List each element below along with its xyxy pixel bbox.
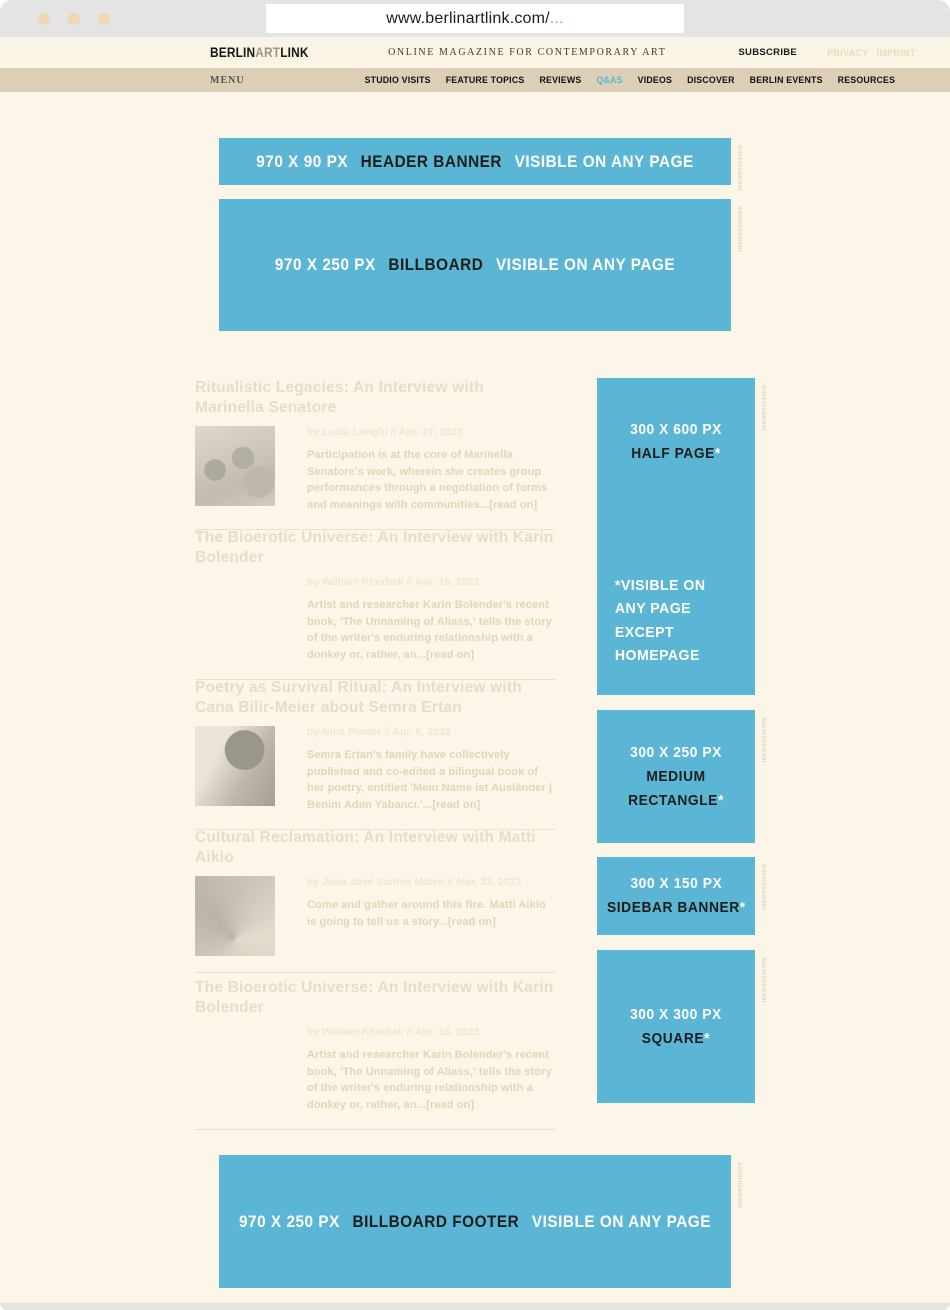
ad-slot-header-banner: [219, 138, 742, 192]
nav-item-videos[interactable]: VIDEOS: [637, 75, 673, 85]
nav-item-studio-visits[interactable]: STUDIO VISITS: [364, 75, 431, 85]
site-header: [0, 37, 950, 68]
article-divider: [195, 972, 555, 973]
site-tagline: ONLINE MAGAZINE FOR CONTEMPORARY ART: [388, 47, 667, 58]
nav-item-qas[interactable]: Q&AS: [596, 75, 623, 85]
article-title[interactable]: Cultural Reclamation: An Interview with Matti Aikio: [195, 829, 536, 867]
nav-item-feature-topics[interactable]: FEATURE TOPICS: [445, 75, 525, 85]
nav-item-berlin-events[interactable]: BERLIN EVENTS: [749, 75, 823, 85]
window-control-dot[interactable]: [68, 13, 80, 25]
subscribe-link[interactable]: SUBSCRIBE: [738, 47, 798, 58]
ad-name-label: SQUARE: [641, 1029, 705, 1047]
window-control-dot[interactable]: [98, 13, 110, 25]
privacy-link[interactable]: PRIVACY: [827, 47, 869, 58]
menu-button[interactable]: MENU: [210, 74, 245, 86]
advertisement-vertical-label: Advertisement: [736, 206, 742, 253]
ad-slot-billboard-footer: [219, 1155, 742, 1288]
article-thumbnail[interactable]: [195, 576, 275, 656]
ad-slot-sidebar-banner: [597, 857, 766, 935]
ad-name-label: SIDEBAR BANNER: [606, 899, 740, 916]
window-controls: [38, 13, 110, 25]
advertisement-vertical-label: Advertisement: [760, 385, 766, 432]
article-excerpt: Come and gather around this fire. Matti Aikio is going to tell us a story...: [307, 899, 546, 928]
article-item: [195, 378, 555, 528]
page-content: [0, 92, 950, 1303]
site-logo[interactable]: [210, 45, 309, 60]
ad-slot-billboard: [219, 199, 742, 331]
ad-name-label: BILLBOARD FOOTER: [352, 1211, 520, 1231]
article-title[interactable]: Poetry as Survival Ritual: An Interview with Cana Bilir-Meier about Semra Ertan: [195, 679, 522, 717]
logo-berlin: BERLIN: [210, 45, 256, 60]
read-on-link[interactable]: [read on]: [426, 648, 475, 661]
ad-name-label: HALF PAGE: [631, 445, 715, 462]
article-item: [195, 978, 555, 1128]
article-item: [195, 528, 555, 678]
imprint-link[interactable]: IMPRINT: [876, 47, 916, 58]
ad-note-label: VISIBLE ON ANY PAGE: [531, 1211, 712, 1231]
article-byline: by William Kherbek // Apr. 16, 2023: [307, 576, 480, 589]
advertisement-vertical-label: Advertisement: [760, 864, 766, 911]
url-text: www.berlinartlink.com/: [386, 9, 550, 27]
read-on-link[interactable]: [read on]: [447, 915, 496, 928]
article-thumbnail[interactable]: [195, 726, 275, 806]
ad-name-label: MEDIUM RECTANGLE: [628, 767, 718, 809]
article-divider: [195, 1129, 555, 1130]
menu-bar: [0, 68, 950, 92]
article-item: [195, 678, 555, 828]
advertisement-vertical-label: Advertisement: [736, 1162, 742, 1209]
article-excerpt: Semra Ertan's family have collectively published and co-edited a bilingual book of her poetry, entitled 'Mein Name ist Ausländer | Benim Adım Yabancı.'...: [307, 749, 553, 811]
article-byline: by Lucia Longhi // Apr. 27, 2023: [307, 426, 463, 439]
ad-size-label: 970 X 250 PX: [238, 1211, 340, 1231]
ad-slot-half-page: [597, 378, 766, 695]
ad-slot-medium-rectangle: [597, 710, 766, 843]
article-excerpt: Participation is at the core of Marinella Senatore's work, wherein she creates group performances through a negotiation of forms and meanings with communities...: [307, 449, 548, 511]
nav-item-reviews[interactable]: REVIEWS: [539, 75, 582, 85]
ad-asterisk: *: [717, 791, 724, 809]
logo-link: LINK: [280, 45, 309, 60]
article-list: [195, 378, 555, 1128]
ad-slot-square: [597, 950, 766, 1103]
ad-asterisk: *: [714, 445, 721, 462]
read-on-link[interactable]: [read on]: [426, 1098, 475, 1111]
ad-name-label: BILLBOARD: [388, 255, 484, 274]
article-item: [195, 828, 555, 978]
advertisement-vertical-label: Advertisement: [760, 957, 766, 1004]
ad-asterisk: *: [704, 1029, 711, 1047]
ad-footnote: *VISIBLE ON ANY PAGE EXCEPT HOMEPAGE: [614, 577, 706, 664]
browser-bottom-edge: [0, 1303, 950, 1310]
read-on-link[interactable]: [read on]: [489, 498, 538, 511]
logo-art: ART: [255, 45, 281, 60]
ad-size-label: 300 X 600 PX: [630, 421, 722, 438]
article-excerpt: Artist and researcher Karin Bolender's recent book, 'The Unnaming of Aliass,' tells the story of the writer's enduring relationship with a donkey or, rather, an...: [307, 1049, 552, 1111]
read-on-link[interactable]: [read on]: [432, 798, 481, 811]
window-control-dot[interactable]: [38, 13, 50, 25]
nav-item-resources[interactable]: RESOURCES: [837, 75, 896, 85]
address-bar[interactable]: [266, 4, 684, 33]
ad-note-label: VISIBLE ON ANY PAGE: [514, 151, 694, 171]
article-byline: by William Kherbek // Apr. 16, 2023: [307, 1026, 480, 1039]
ad-asterisk: *: [739, 899, 746, 916]
advertisement-vertical-label: Advertisement: [736, 145, 742, 192]
ad-size-label: 970 X 250 PX: [274, 255, 376, 274]
sidebar-ads: [597, 378, 766, 1128]
article-excerpt: Artist and researcher Karin Bolender's recent book, 'The Unnaming of Aliass,' tells the story of the writer's enduring relationship with a donkey or, rather, an...: [307, 599, 552, 661]
article-byline: by Juan José Santos Mateo // Mar. 23, 2023: [307, 876, 522, 889]
ad-note-label: VISIBLE ON ANY PAGE: [495, 255, 676, 274]
article-byline: by Nina Prader // Apr. 6, 2023: [307, 726, 451, 739]
main-nav: [365, 75, 896, 85]
advertisement-vertical-label: Advertisement: [760, 717, 766, 764]
browser-chrome: [0, 0, 950, 37]
ad-size-label: 300 X 250 PX: [630, 743, 722, 761]
ad-name-label: HEADER BANNER: [360, 151, 503, 171]
article-title[interactable]: The Bioerotic Universe: An Interview with Karin Bolender: [195, 979, 554, 1017]
url-suffix: ...: [549, 9, 564, 27]
article-thumbnail[interactable]: [195, 876, 275, 956]
article-title[interactable]: Ritualistic Legacies: An Interview with Marinella Senatore: [195, 379, 484, 417]
ad-size-label: 300 X 300 PX: [630, 1005, 722, 1023]
ad-size-label: 300 X 150 PX: [630, 875, 722, 892]
article-thumbnail[interactable]: [195, 1026, 275, 1106]
article-thumbnail[interactable]: [195, 426, 275, 506]
article-title[interactable]: The Bioerotic Universe: An Interview with Karin Bolender: [195, 529, 554, 567]
ad-size-label: 970 X 90 PX: [256, 151, 349, 171]
nav-item-discover[interactable]: DISCOVER: [687, 75, 735, 85]
